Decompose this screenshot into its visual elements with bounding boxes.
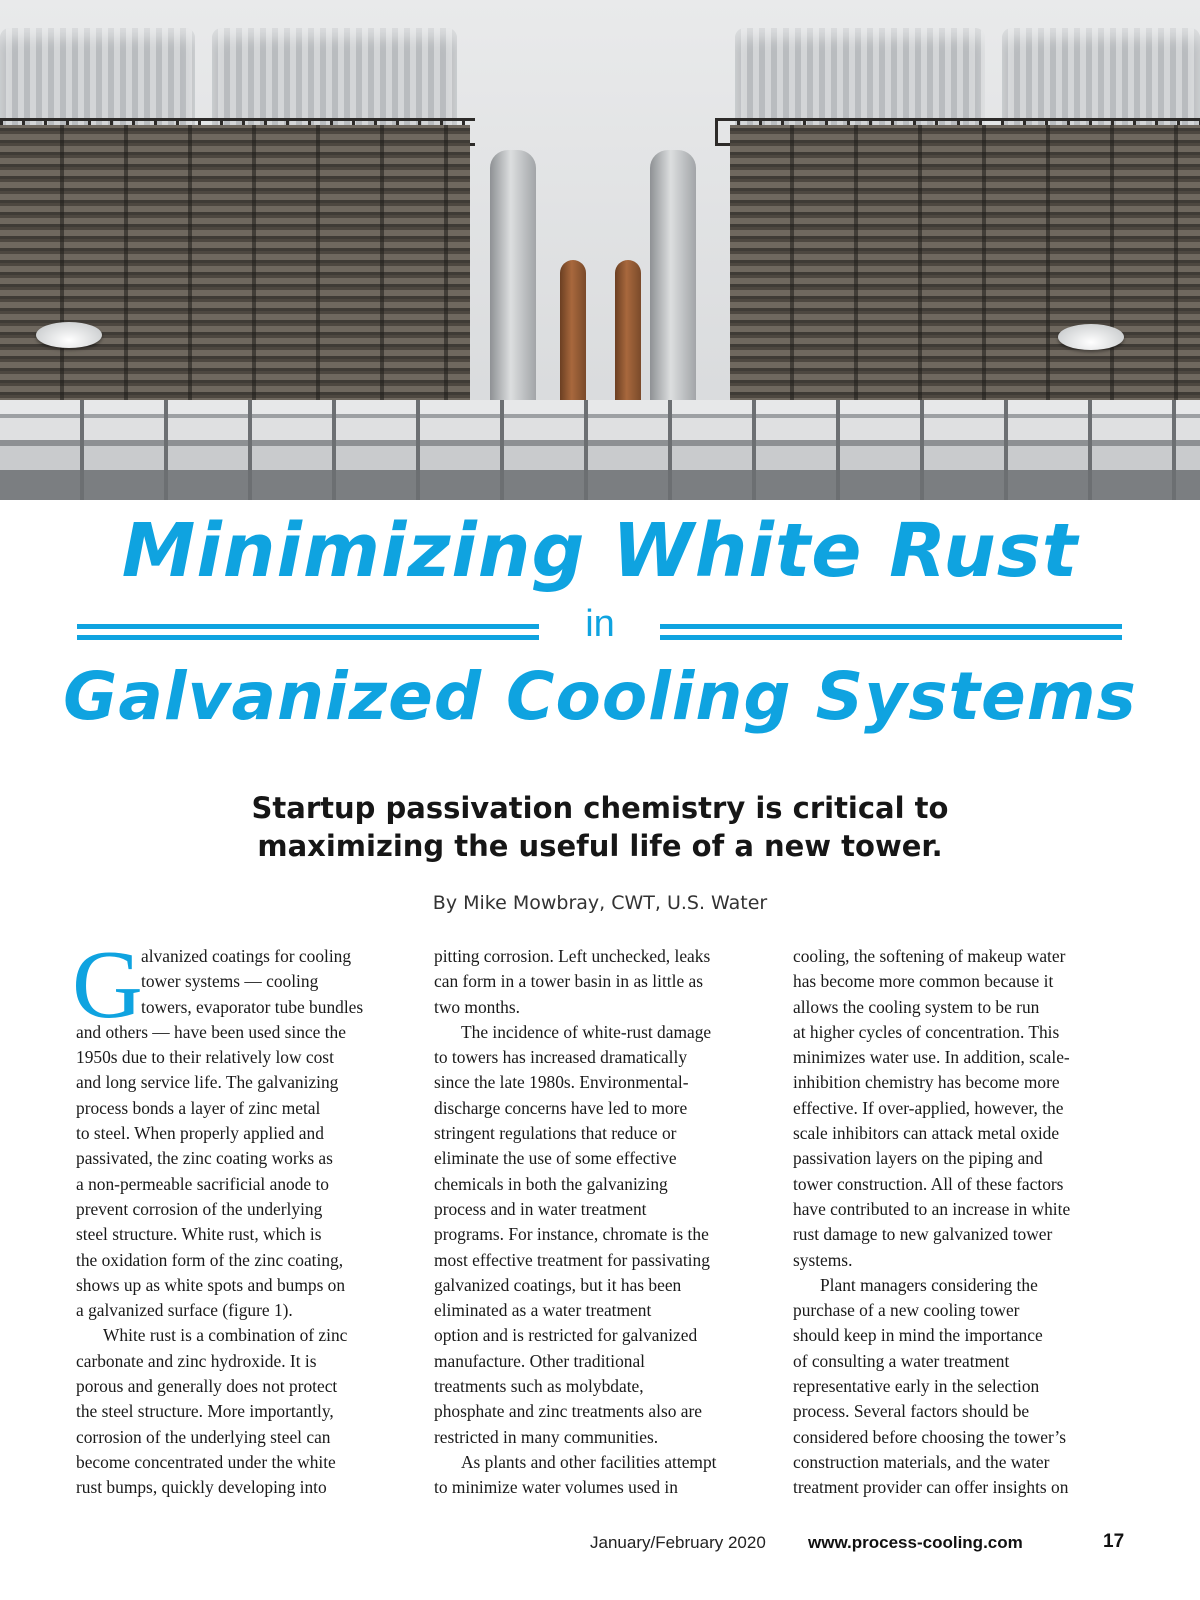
body-line: alvanized coatings for cooling bbox=[141, 946, 352, 966]
headline-connector: in bbox=[585, 603, 615, 645]
body-line: prevent corrosion of the underlying bbox=[76, 1198, 323, 1219]
drop-cap: G bbox=[72, 931, 143, 1039]
body-line: passivation layers on the piping and bbox=[793, 1148, 1043, 1169]
body-line: to minimize water volumes used in bbox=[434, 1477, 678, 1498]
body-line: the oxidation form of the zinc coating, bbox=[76, 1249, 344, 1270]
body-line: inhibition chemistry has become more bbox=[793, 1072, 1060, 1093]
body-line: porous and generally does not protect bbox=[76, 1376, 338, 1397]
body-line: treatments such as molybdate, bbox=[434, 1376, 644, 1397]
body-line: a galvanized surface (figure 1). bbox=[76, 1300, 293, 1321]
body-line: scale inhibitors can attack metal oxide bbox=[793, 1123, 1060, 1144]
body-line: manufacture. Other traditional bbox=[434, 1350, 646, 1371]
rusty-pipe bbox=[615, 260, 641, 420]
hero-photo-cooling-towers bbox=[0, 0, 1200, 500]
body-column-1 bbox=[72, 931, 406, 1501]
vertical-pipe bbox=[490, 150, 536, 420]
title-rule-right bbox=[660, 624, 1122, 629]
body-line: process bonds a layer of zinc metal bbox=[76, 1097, 321, 1118]
body-line: rust bumps, quickly developing into bbox=[76, 1477, 327, 1498]
subheadline bbox=[0, 789, 1200, 865]
body-line: option and is restricted for galvanized bbox=[434, 1325, 698, 1346]
body-line: cooling, the softening of makeup water bbox=[793, 946, 1066, 966]
body-line: treatment provider can offer insights on bbox=[793, 1477, 1069, 1498]
body-line: process and in water treatment bbox=[434, 1198, 647, 1219]
body-line: White rust is a combination of zinc bbox=[103, 1325, 348, 1346]
body-line: at higher cycles of concentration. This bbox=[793, 1021, 1060, 1042]
body-line: Plant managers considering the bbox=[820, 1274, 1038, 1295]
body-line: process. Several factors should be bbox=[793, 1401, 1030, 1422]
body-line: galvanized coatings, but it has been bbox=[434, 1274, 682, 1295]
body-line: of consulting a water treatment bbox=[793, 1350, 1010, 1371]
body-line: towers, evaporator tube bundles bbox=[141, 996, 364, 1017]
body-line: construction materials, and the water bbox=[793, 1451, 1050, 1472]
body-column-3 bbox=[793, 944, 1123, 1501]
body-line: purchase of a new cooling tower bbox=[793, 1300, 1020, 1321]
body-line: 1950s due to their relatively low cost bbox=[76, 1047, 334, 1068]
body-line: to towers has increased dramatically bbox=[434, 1047, 688, 1068]
body-line: to steel. When properly applied and bbox=[76, 1123, 324, 1144]
body-line: chemicals in both the galvanizing bbox=[434, 1173, 668, 1194]
body-line: should keep in mind the importance bbox=[793, 1325, 1043, 1346]
subhead-line: Startup passivation chemistry is critical to bbox=[251, 791, 949, 825]
body-line: and long service life. The galvanizing bbox=[76, 1072, 339, 1093]
body-line: tower construction. All of these factors bbox=[793, 1173, 1064, 1194]
subhead-line: maximizing the useful life of a new tower. bbox=[257, 829, 943, 863]
body-line: the steel structure. More importantly, bbox=[76, 1401, 334, 1422]
ground-pipework bbox=[0, 400, 1200, 500]
rusty-pipe bbox=[560, 260, 586, 420]
body-line: shows up as white spots and bumps on bbox=[76, 1274, 346, 1295]
body-line: since the late 1980s. Environmental- bbox=[434, 1072, 689, 1093]
body-line: corrosion of the underlying steel can bbox=[76, 1426, 331, 1447]
issue-date: January/February 2020 bbox=[590, 1533, 766, 1552]
body-line: can form in a tower basin in as little as bbox=[434, 971, 703, 992]
page-number: 17 bbox=[1103, 1531, 1125, 1552]
body-line: considered before choosing the tower’s bbox=[793, 1426, 1067, 1447]
body-line: a non-permeable sacrificial anode to bbox=[76, 1173, 330, 1194]
vertical-pipe bbox=[650, 150, 696, 420]
body-line: restricted in many communities. bbox=[434, 1426, 659, 1447]
headline-line-2: Galvanized Cooling Systems bbox=[63, 658, 1137, 735]
street-lamp bbox=[1058, 324, 1124, 350]
byline: By Mike Mowbray, CWT, U.S. Water bbox=[432, 892, 768, 914]
body-line: eliminate the use of some effective bbox=[434, 1148, 677, 1169]
body-line: discharge concerns have led to more bbox=[434, 1097, 688, 1118]
body-line: steel structure. White rust, which is bbox=[76, 1224, 322, 1245]
body-line: minimizes water use. In addition, scale- bbox=[793, 1047, 1070, 1068]
body-line: pitting corrosion. Left unchecked, leaks bbox=[434, 946, 711, 966]
body-line: become concentrated under the white bbox=[76, 1451, 336, 1472]
headline-line-1: Minimizing White Rust bbox=[121, 508, 1079, 594]
body-column-2 bbox=[434, 944, 764, 1501]
street-lamp bbox=[36, 322, 102, 348]
body-line: phosphate and zinc treatments also are bbox=[434, 1401, 703, 1422]
website-url: www.process-cooling.com bbox=[808, 1533, 1023, 1552]
body-line: allows the cooling system to be run bbox=[793, 996, 1040, 1017]
body-line: passivated, the zinc coating works as bbox=[76, 1148, 333, 1169]
body-line: representative early in the selection bbox=[793, 1376, 1040, 1397]
body-line: two months. bbox=[434, 996, 520, 1017]
body-line: programs. For instance, chromate is the bbox=[434, 1224, 709, 1245]
body-line: The incidence of white-rust damage bbox=[461, 1021, 712, 1042]
body-line: carbonate and zinc hydroxide. It is bbox=[76, 1350, 317, 1371]
body-line: As plants and other facilities attempt bbox=[461, 1451, 717, 1472]
body-line: systems. bbox=[793, 1249, 853, 1270]
body-line: have contributed to an increase in white bbox=[793, 1198, 1071, 1219]
body-line: stringent regulations that reduce or bbox=[434, 1123, 677, 1144]
body-line: and others — have been used since the bbox=[76, 1021, 346, 1042]
body-line: tower systems — cooling bbox=[141, 971, 319, 992]
body-line: most effective treatment for passivating bbox=[434, 1249, 710, 1270]
body-line: eliminated as a water treatment bbox=[434, 1300, 652, 1321]
body-line: rust damage to new galvanized tower bbox=[793, 1224, 1053, 1245]
body-line: effective. If over-applied, however, the bbox=[793, 1097, 1064, 1118]
body-line: has become more common because it bbox=[793, 971, 1054, 992]
